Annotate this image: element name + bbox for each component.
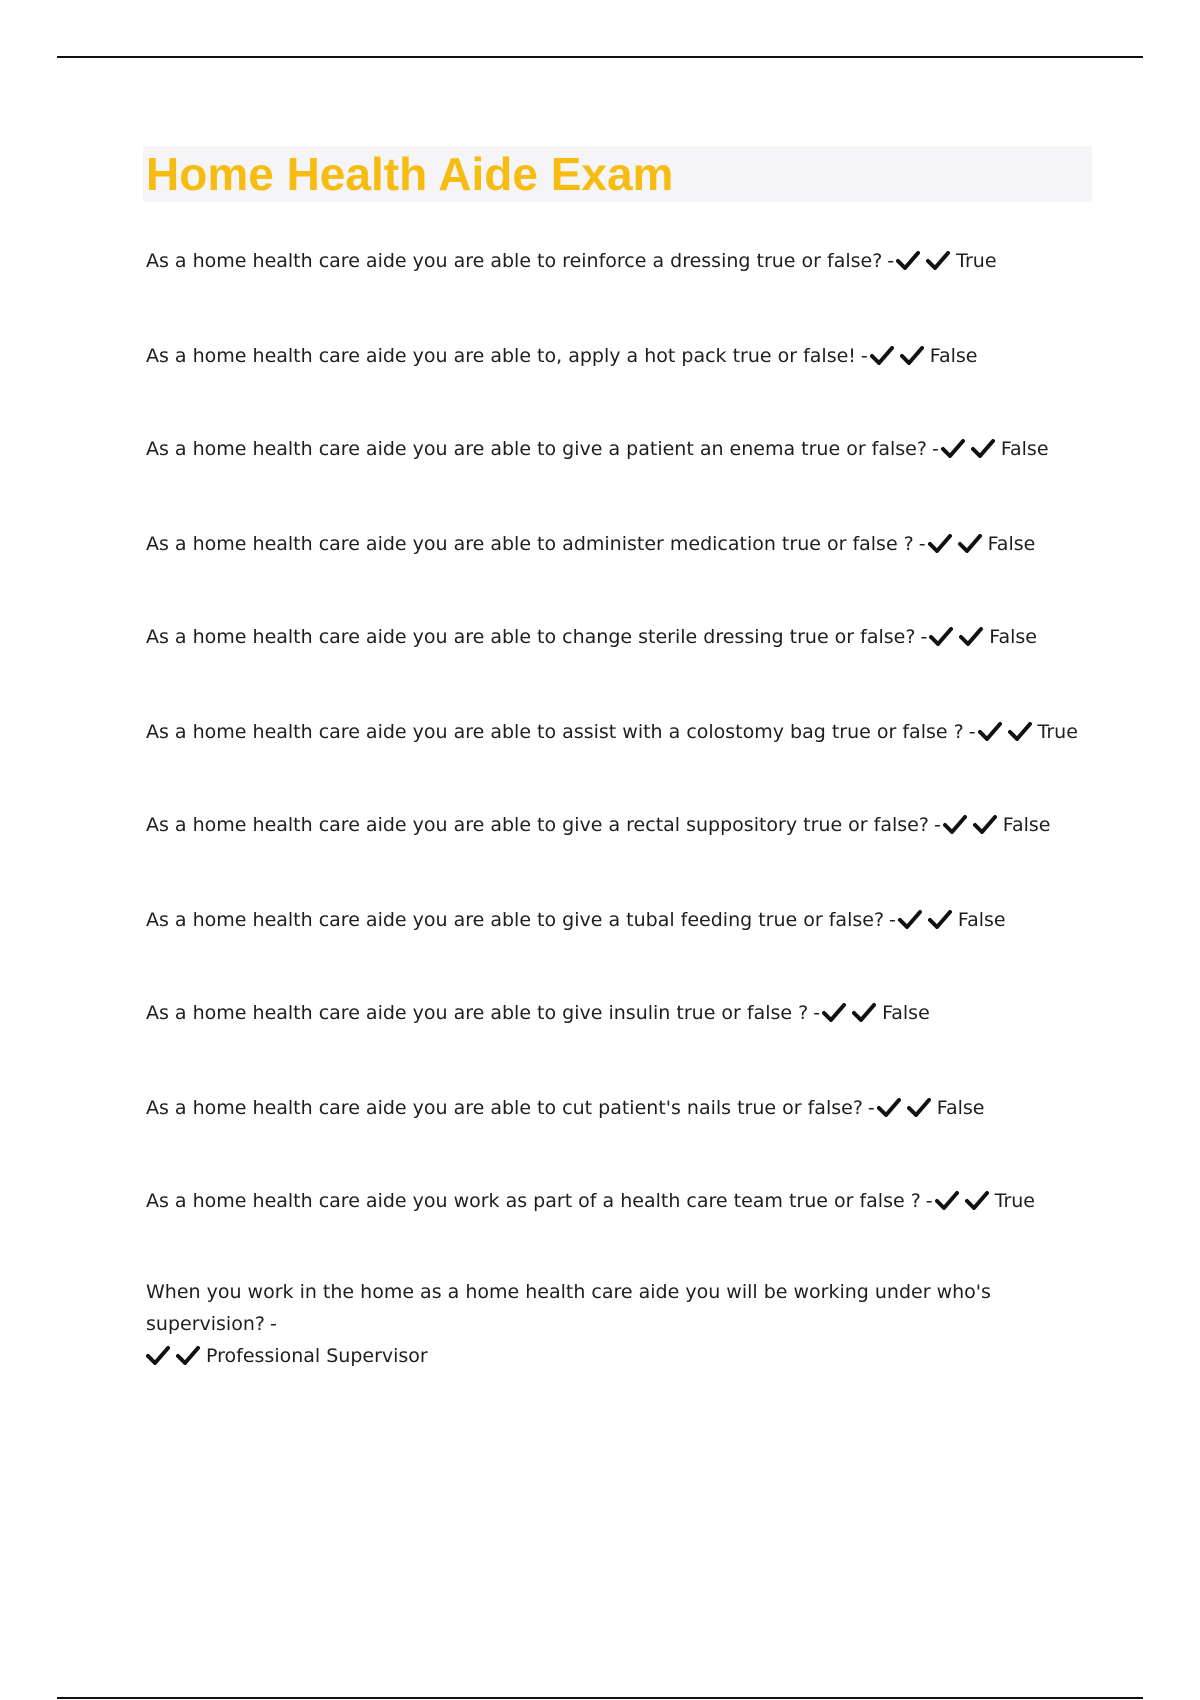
qa-item — [146, 809, 1106, 844]
check-mark-icon — [852, 1002, 876, 1022]
check-pair — [822, 1000, 876, 1032]
qa-item — [146, 1276, 1086, 1375]
answer-text: False — [989, 626, 1037, 648]
check-mark-icon — [146, 1345, 170, 1365]
answer-text: False — [987, 533, 1036, 555]
check-pair — [898, 907, 952, 939]
separator: - — [887, 250, 895, 272]
separator: - — [813, 1002, 821, 1024]
check-pair — [928, 531, 982, 563]
check-pair — [978, 719, 1032, 751]
check-mark-icon — [1008, 721, 1032, 741]
separator: - — [920, 626, 928, 648]
qa-item — [146, 528, 1106, 563]
check-mark-icon — [978, 721, 1002, 741]
check-mark-icon — [926, 250, 950, 270]
question-text: As a home health care aide you are able to give a rectal suppository true or false? — [146, 814, 929, 836]
separator: - — [918, 533, 926, 555]
check-mark-icon — [973, 814, 997, 834]
separator: - — [968, 721, 976, 743]
check-mark-icon — [870, 345, 894, 365]
answer-text: False — [1000, 438, 1049, 460]
qa-item — [146, 1185, 1106, 1220]
check-mark-icon — [965, 1190, 989, 1210]
answer-text: False — [1002, 814, 1051, 836]
separator: - — [269, 1313, 277, 1335]
check-mark-icon — [941, 438, 965, 458]
check-mark-icon — [959, 626, 983, 646]
answer-text: False — [957, 909, 1006, 931]
qa-item — [146, 997, 1106, 1032]
qa-item — [146, 433, 1106, 468]
answer-text: Professional Supervisor — [206, 1345, 428, 1367]
check-mark-icon — [900, 345, 924, 365]
bottom-rule — [57, 1697, 1143, 1699]
answer-text: True — [956, 250, 997, 272]
question-text: As a home health care aide you are able to administer medication true or false ? — [146, 533, 914, 555]
check-mark-icon — [971, 438, 995, 458]
question-text: As a home health care aide you are able to give a patient an enema true or false? — [146, 438, 927, 460]
qa-item — [146, 1092, 1106, 1127]
title-band — [143, 146, 1092, 202]
question-text: As a home health care aide you are able to give a tubal feeding true or false? — [146, 909, 885, 931]
check-pair — [877, 1095, 931, 1127]
question-text: As a home health care aide you are able to assist with a colostomy bag true or false ? — [146, 721, 964, 743]
check-mark-icon — [822, 1002, 846, 1022]
check-mark-icon — [898, 909, 922, 929]
answer-text: True — [994, 1190, 1035, 1212]
check-pair — [870, 343, 924, 375]
check-mark-icon — [928, 533, 952, 553]
check-pair — [935, 1188, 989, 1220]
question-text: When you work in the home as a home health care aide you will be working under who's supervision? — [146, 1281, 991, 1335]
check-mark-icon — [176, 1345, 200, 1365]
qa-item — [146, 340, 1106, 375]
check-pair — [941, 436, 995, 468]
question-text: As a home health care aide you work as part of a health care team true or false ? — [146, 1190, 921, 1212]
answer-text: False — [929, 345, 978, 367]
question-text: As a home health care aide you are able to give insulin true or false ? — [146, 1002, 809, 1024]
check-mark-icon — [877, 1097, 901, 1117]
question-text: As a home health care aide you are able to cut patient's nails true or false? — [146, 1097, 863, 1119]
check-pair — [943, 812, 997, 844]
question-text: As a home health care aide you are able to change sterile dressing true or false? — [146, 626, 916, 648]
question-text: As a home health care aide you are able to, apply a hot pack true or false! — [146, 345, 856, 367]
check-pair — [896, 248, 950, 280]
separator: - — [925, 1190, 933, 1212]
check-pair — [929, 624, 983, 656]
separator: - — [860, 345, 868, 367]
check-mark-icon — [958, 533, 982, 553]
separator: - — [889, 909, 896, 931]
answer-text: True — [1037, 721, 1078, 743]
check-mark-icon — [935, 1190, 959, 1210]
answer-text: False — [882, 1002, 930, 1024]
check-pair — [146, 1343, 200, 1375]
top-rule — [57, 56, 1143, 58]
check-mark-icon — [907, 1097, 931, 1117]
qa-item — [146, 904, 1106, 939]
separator: - — [931, 438, 939, 460]
qa-item — [146, 245, 1106, 280]
answer-text: False — [936, 1097, 985, 1119]
question-text: As a home health care aide you are able to reinforce a dressing true or false? — [146, 250, 883, 272]
qa-item — [146, 621, 1106, 656]
check-mark-icon — [943, 814, 967, 834]
check-mark-icon — [928, 909, 952, 929]
check-mark-icon — [896, 250, 920, 270]
qa-item — [146, 716, 1106, 751]
check-mark-icon — [929, 626, 953, 646]
separator: - — [933, 814, 941, 836]
separator: - — [867, 1097, 875, 1119]
page-title: Home Health Aide Exam — [146, 148, 674, 200]
